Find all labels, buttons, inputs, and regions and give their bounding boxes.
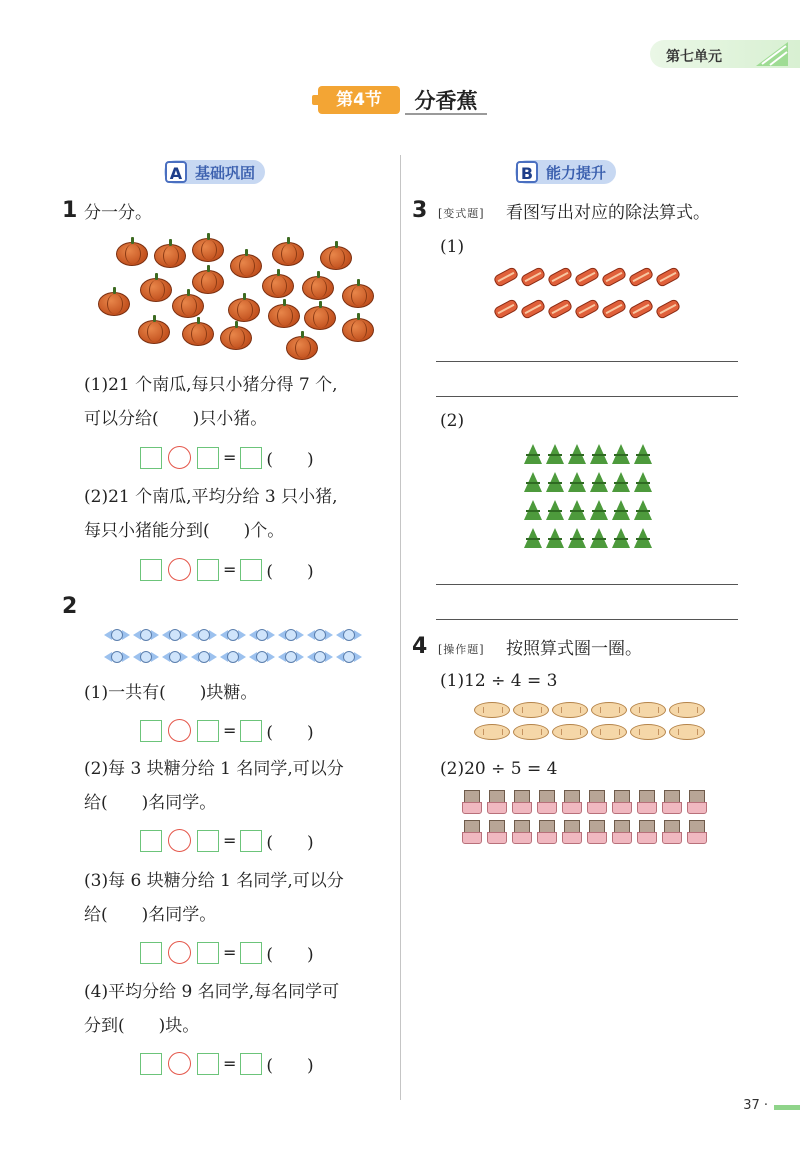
sandwich-icon [587,790,607,814]
q1-sub2-line1: (2)21 个南瓜,平均分给 3 只小猪, [84,487,338,507]
candy-group [104,628,374,668]
zongzi-icon [634,472,652,492]
pumpkin-icon [172,294,204,318]
answer-square[interactable] [197,830,219,852]
candy-icon [133,628,159,642]
hotdog-group [494,268,690,326]
hotdog-icon [602,268,626,286]
pumpkin-icon [272,242,304,266]
zongzi-icon [568,500,586,520]
pumpkin-icon [342,284,374,308]
zongzi-icon [612,500,630,520]
bread-icon [669,724,705,740]
candy-icon [191,650,217,664]
sandwich-icon [462,790,482,814]
zongzi-icon [524,500,542,520]
hotdog-icon [629,268,653,286]
bread-icon [552,702,588,718]
zongzi-icon [612,472,630,492]
hotdog-icon [521,268,545,286]
zongzi-icon [634,528,652,548]
q2-sub4-answer [140,1051,314,1076]
hotdog-icon [575,268,599,286]
sandwich-icon [662,820,682,844]
q1-prompt: 分一分。 [84,203,152,223]
q1-sub1-line1: (1)21 个南瓜,每只小猪分得 7 个, [84,375,338,395]
sandwich-icon [662,790,682,814]
pumpkin-icon [268,304,300,328]
sandwich-icon [462,820,482,844]
answer-line[interactable] [436,396,738,397]
part-a-letter: A [165,161,187,183]
zongzi-icon [612,528,630,548]
q2-sub2-answer [140,828,314,853]
zongzi-icon [612,444,630,464]
zongzi-icon [590,500,608,520]
candy-icon [162,650,188,664]
answer-square[interactable] [240,559,262,581]
zongzi-icon [546,444,564,464]
operator-circle[interactable] [168,719,191,742]
zongzi-icon [590,472,608,492]
hotdog-icon [494,300,518,318]
hotdog-icon [548,300,572,318]
pumpkin-icon [262,274,294,298]
pumpkin-icon [302,276,334,300]
hotdog-icon [656,300,680,318]
q2-sub1: (1)一共有( )块糖。 [84,683,258,703]
pumpkin-icon [98,292,130,316]
q4-tag: [操作题] [438,643,485,656]
unit-blank[interactable]: ( ) [266,450,314,470]
pumpkin-group [96,232,386,362]
answer-square[interactable] [140,720,162,742]
sandwich-icon [512,820,532,844]
q3-prompt: 看图写出对应的除法算式。 [506,203,710,223]
q1-sub1-answer [140,445,314,470]
hotdog-icon [521,300,545,318]
sandwich-icon [687,790,707,814]
candy-icon [336,650,362,664]
unit-blank[interactable]: ( ) [266,945,314,965]
q2-sub3-line1: (3)每 6 块糖分给 1 名同学,可以分 [84,871,344,891]
zongzi-icon [634,444,652,464]
q2-sub3-answer [140,940,314,965]
zongzi-icon [568,472,586,492]
bread-icon [513,702,549,718]
answer-square[interactable] [140,1053,162,1075]
answer-square[interactable] [197,942,219,964]
sandwich-icon [487,820,507,844]
answer-line[interactable] [436,584,738,585]
unit-blank[interactable]: ( ) [266,723,314,743]
equals-sign: = [223,943,237,962]
pumpkin-icon [192,238,224,262]
equals-sign: = [223,721,237,740]
answer-square[interactable] [240,1053,262,1075]
q2-sub2-line1: (2)每 3 块糖分给 1 名同学,可以分 [84,759,344,779]
sandwich-icon [537,820,557,844]
q1-sub2-answer [140,557,314,582]
pumpkin-icon [138,320,170,344]
bread-icon [552,724,588,740]
zongzi-icon [590,444,608,464]
q2-sub2-line2: 给( )名同学。 [84,793,217,813]
candy-icon [104,628,130,642]
candy-icon [104,650,130,664]
pumpkin-icon [220,326,252,350]
q2-sub1-answer [140,718,314,743]
equals-sign: = [223,831,237,850]
q4-sub1-equation: (1)12 ÷ 4 = 3 [440,671,558,691]
pumpkin-icon [182,322,214,346]
sandwich-icon [612,820,632,844]
part-b-badge [515,160,616,184]
answer-square[interactable] [197,720,219,742]
part-a-title: 基础巩固 [195,163,256,182]
q3-number: 3 [412,198,428,223]
sandwich-icon [537,790,557,814]
sandwich-icon [637,790,657,814]
hotdog-icon [629,300,653,318]
candy-icon [191,628,217,642]
zongzi-icon [524,472,542,492]
hotdog-icon [494,268,518,286]
operator-circle[interactable] [168,446,191,469]
answer-square[interactable] [140,830,162,852]
unit-blank[interactable]: ( ) [266,1056,314,1076]
hotdog-icon [548,268,572,286]
q2-number: 2 [62,594,78,619]
zongzi-group [524,444,664,554]
pumpkin-icon [140,278,172,302]
unit-deco-icon [752,38,792,68]
answer-square[interactable] [140,447,162,469]
hotdog-icon [575,300,599,318]
pumpkin-icon [342,318,374,342]
answer-square[interactable] [140,942,162,964]
answer-square[interactable] [140,559,162,581]
pumpkin-icon [230,254,262,278]
hotdog-icon [656,268,680,286]
part-b-letter: B [516,161,538,183]
zongzi-icon [590,528,608,548]
sandwich-icon [687,820,707,844]
q3-sub2-label: (2) [440,411,465,431]
answer-square[interactable] [197,1053,219,1075]
operator-circle[interactable] [168,1052,191,1075]
sandwich-group[interactable] [462,790,724,848]
candy-icon [249,628,275,642]
sandwich-icon [512,790,532,814]
operator-circle[interactable] [168,941,191,964]
hotdog-icon [602,300,626,318]
page-number: 37 · [743,1098,768,1113]
candy-icon [162,628,188,642]
bread-group[interactable] [474,702,710,744]
bread-icon [630,702,666,718]
q3-tag: [变式题] [438,207,485,220]
sandwich-icon [562,790,582,814]
unit-blank[interactable]: ( ) [266,562,314,582]
answer-square[interactable] [240,942,262,964]
candy-icon [336,628,362,642]
bread-icon [513,724,549,740]
part-a-badge [164,160,265,184]
zongzi-icon [524,528,542,548]
pumpkin-icon [320,246,352,270]
q1-number: 1 [62,198,78,223]
bread-icon [474,702,510,718]
zongzi-icon [546,500,564,520]
zongzi-icon [546,472,564,492]
unit-blank[interactable]: ( ) [266,833,314,853]
unit-label: 第七单元 [666,49,722,65]
section-title: 分香蕉 [405,85,487,115]
q1-sub2-line2: 每只小猪能分到( )个。 [84,521,285,541]
pumpkin-icon [192,270,224,294]
candy-icon [220,650,246,664]
q2-sub4-line2: 分到( )块。 [84,1016,200,1036]
page-accent-bar [774,1105,800,1110]
pumpkin-icon [304,306,336,330]
bread-icon [591,724,627,740]
answer-square[interactable] [197,447,219,469]
q1-sub1-line2: 可以分给( )只小猪。 [84,409,268,429]
q4-number: 4 [412,634,428,659]
q2-sub4-line1: (4)平均分给 9 名同学,每名同学可 [84,982,340,1002]
zongzi-icon [568,444,586,464]
pumpkin-icon [286,336,318,360]
zongzi-icon [524,444,542,464]
sandwich-icon [637,820,657,844]
equals-sign: = [223,448,237,467]
answer-square[interactable] [197,559,219,581]
bread-icon [474,724,510,740]
bread-icon [630,724,666,740]
section-badge: 第4节 [318,86,400,114]
pumpkin-icon [228,298,260,322]
sandwich-icon [562,820,582,844]
bread-icon [591,702,627,718]
sandwich-icon [612,790,632,814]
zongzi-icon [546,528,564,548]
answer-square[interactable] [240,720,262,742]
zongzi-icon [568,528,586,548]
q3-sub1-label: (1) [440,237,465,257]
answer-square[interactable] [240,830,262,852]
bread-icon [669,702,705,718]
candy-icon [133,650,159,664]
answer-line[interactable] [436,361,738,362]
pumpkin-icon [154,244,186,268]
operator-circle[interactable] [168,558,191,581]
candy-icon [278,628,304,642]
zongzi-icon [634,500,652,520]
q4-prompt: 按照算式圈一圈。 [506,639,642,659]
answer-line[interactable] [436,619,738,620]
part-b-title: 能力提升 [546,163,607,182]
candy-icon [249,650,275,664]
candy-icon [220,628,246,642]
sandwich-icon [487,790,507,814]
pumpkin-icon [116,242,148,266]
candy-icon [307,628,333,642]
equals-sign: = [223,1054,237,1073]
column-divider [400,155,401,1100]
equals-sign: = [223,560,237,579]
candy-icon [278,650,304,664]
operator-circle[interactable] [168,829,191,852]
q2-sub3-line2: 给( )名同学。 [84,905,217,925]
sandwich-icon [587,820,607,844]
answer-square[interactable] [240,447,262,469]
q4-sub2-equation: (2)20 ÷ 5 = 4 [440,759,558,779]
candy-icon [307,650,333,664]
